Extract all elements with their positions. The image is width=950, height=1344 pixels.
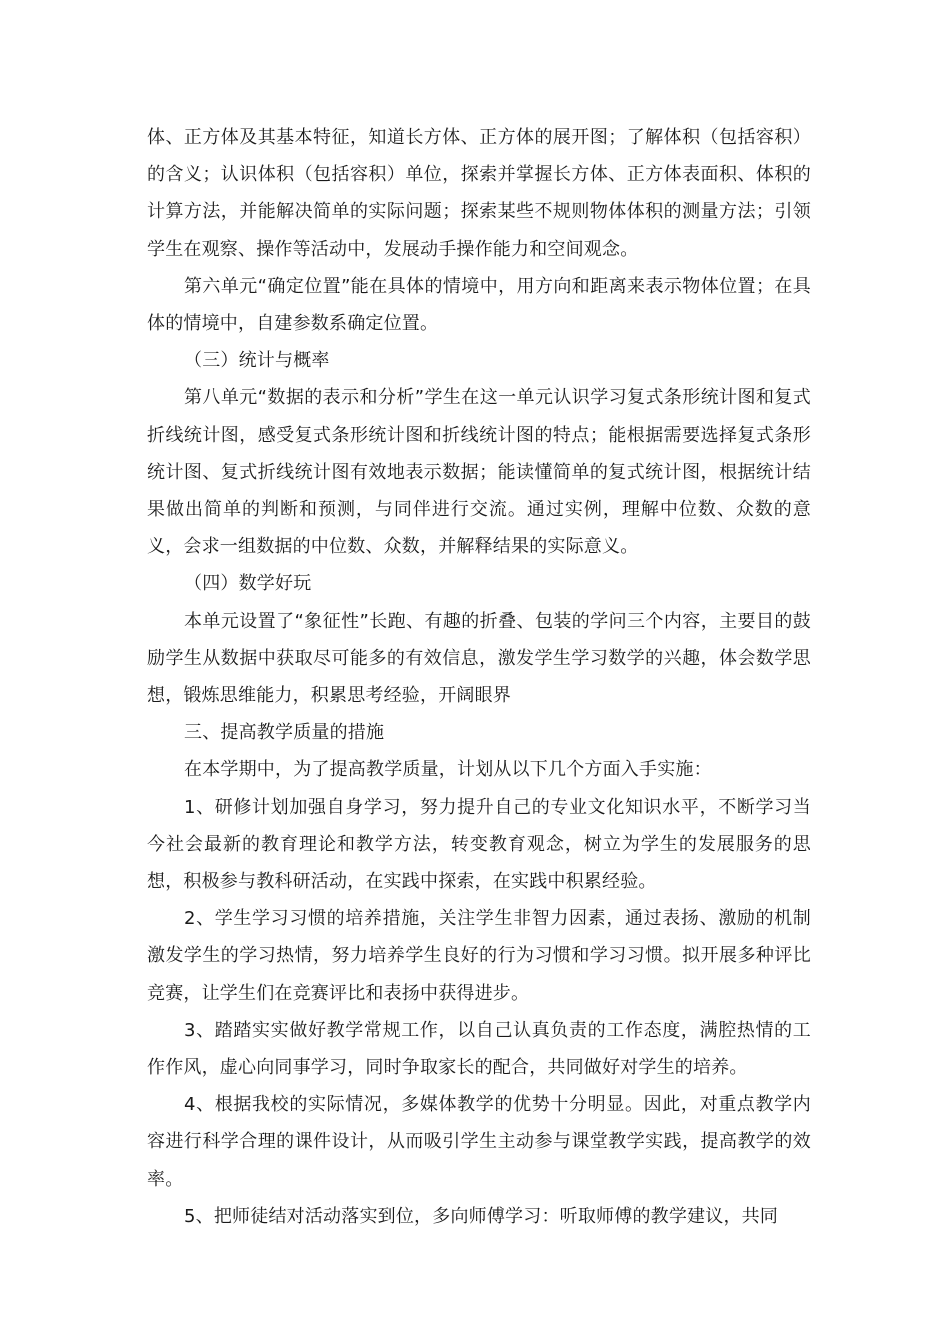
paragraph-measures-intro: 在本学期中，为了提高教学质量，计划从以下几个方面入手实施： [184,759,712,781]
paragraph-measure-4: 4、根据我校的实际情况，多媒体教学的优势十分明显。因此，对重点教学内容进行科学合理的课件设计，从而吸引学生主动参与课堂教学实践，提高教学的效率。 [147,1094,811,1190]
paragraph-volume-description: 体、正方体及其基本特征，知道长方体、正方体的展开图；了解体积（包括容积）的含义；认识体积（包括容积）单位，探索并掌握长方体、正方体表面积、体积的计算方法，并能解决简单的实际问题；探索某些不规则物体体积的测量方法；引领学生在观察、操作等活动中，发展动手操作能力和空间观念。 [147,127,811,260]
paragraph-math-fun: 本单元设置了“象征性”长跑、有趣的折叠、包装的学问三个内容，主要目的鼓励学生从数据中获取尽可能多的有效信息，激发学生学习数学的兴趣，体会数学思想，锻炼思维能力，积累思考经验，开阔眼界 [147,610,811,707]
paragraph-measure-2: 2、学生学习习惯的培养措施，关注学生非智力因素，通过表扬、激励的机制激发学生的学习热情，努力培养学生良好的行为习惯和学习习惯。拟开展多种评比竞赛，让学生们在竞赛评比和表扬中获得进步。 [147,908,811,1004]
document-body [147,119,811,1235]
section-heading-math-fun: （四）数学好玩 [184,573,312,595]
paragraph-unit-six: 第六单元“确定位置”能在具体的情境中，用方向和距离来表示物体位置；在具体的情境中，自建参数系确定位置。 [147,275,811,335]
paragraph-measure-3: 3、踏踏实实做好教学常规工作，以自己认真负责的工作态度，满腔热情的工作作风，虚心向同事学习，同时争取家长的配合，共同做好对学生的培养。 [147,1019,811,1079]
paragraph-unit-eight: 第八单元“数据的表示和分析”学生在这一单元认识学习复式条形统计图和复式折线统计图，感受复式条形统计图和折线统计图的特点；能根据需要选择复式条形统计图、复式折线统计图有效地表示数据；能读懂简单的复式统计图，根据统计结果做出简单的判断和预测，与同伴进行交流。通过实例，理解中位数、众数的意义，会求一组数据的中位数、众数，并解释结果的实际意义。 [147,387,811,558]
section-heading-statistics: （三）统计与概率 [184,350,330,372]
paragraph-measure-5: 5、把师徒结对活动落实到位，多向师傅学习：听取师傅的教学建议，共同 [184,1205,779,1227]
paragraph-measure-1: 1、研修计划加强自身学习，努力提升自己的专业文化知识水平，不断学习当今社会最新的教育理论和教学方法，转变教育观念，树立为学生的发展服务的思想，积极参与教科研活动，在实践中探索，在实践中积累经验。 [147,796,811,893]
section-heading-measures: 三、提高教学质量的措施 [184,722,385,744]
